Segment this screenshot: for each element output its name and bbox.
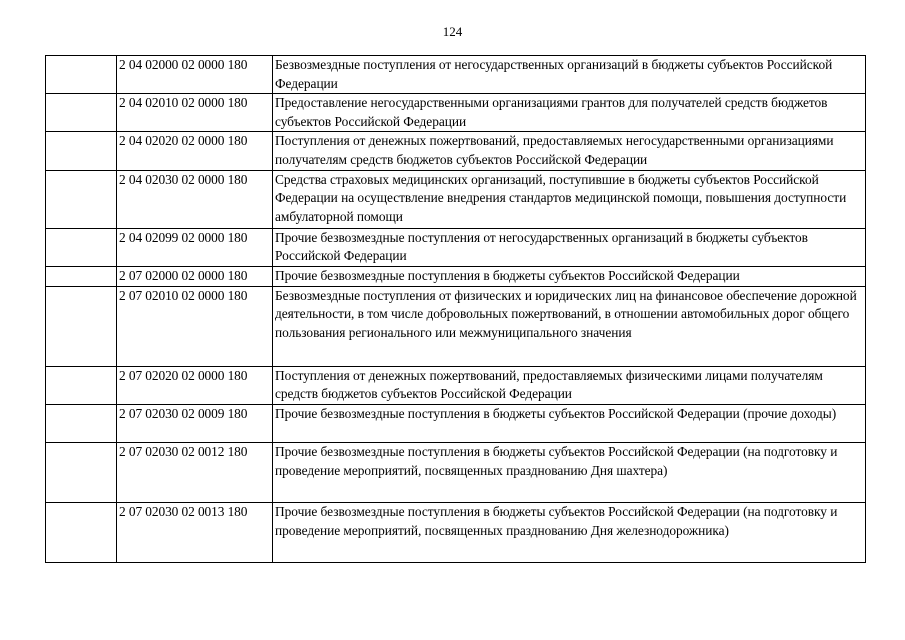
table-row: [46, 132, 866, 170]
table-row: [46, 286, 866, 366]
code-cell: 2 07 02020 02 0000 180: [117, 366, 273, 404]
description-cell: Безвозмездные поступления от физических и юридических лиц на финансовое обеспечение дорожной деятельности, в том числе добровольных пожертвований, в отношении автомобильных дорог общего пользования регионального или межмуниципального значения: [273, 286, 866, 366]
code-cell: 2 07 02010 02 0000 180: [117, 286, 273, 366]
description-cell: Прочие безвозмездные поступления от негосударственных организаций в бюджеты субъектов Российской Федерации: [273, 228, 866, 266]
table-row: [46, 266, 866, 286]
code-cell: 2 04 02099 02 0000 180: [117, 228, 273, 266]
table-row: [46, 94, 866, 132]
code-cell: 2 07 02030 02 0009 180: [117, 404, 273, 442]
description-cell: Прочие безвозмездные поступления в бюджеты субъектов Российской Федерации: [273, 266, 866, 286]
admin-code-cell: [46, 56, 117, 94]
code-cell: 2 04 02000 02 0000 180: [117, 56, 273, 94]
page-number: 124: [442, 24, 463, 39]
code-cell: 2 07 02030 02 0012 180: [117, 442, 273, 502]
admin-code-cell: [46, 132, 117, 170]
description-cell: Поступления от денежных пожертвований, предоставляемых физическими лицами получателям средств бюджетов субъектов Российской Федерации: [273, 366, 866, 404]
code-cell: 2 04 02010 02 0000 180: [117, 94, 273, 132]
description-cell: Прочие безвозмездные поступления в бюджеты субъектов Российской Федерации (на подготовку и проведение мероприятий, посвященных празднованию Дня железнодорожника): [273, 502, 866, 562]
description-cell: Безвозмездные поступления от негосударственных организаций в бюджеты субъектов Российской Федерации: [273, 56, 866, 94]
admin-code-cell: [46, 228, 117, 266]
admin-code-cell: [46, 170, 117, 228]
table-row: [46, 56, 866, 94]
budget-classification-table: [45, 55, 866, 563]
description-cell: Прочие безвозмездные поступления в бюджеты субъектов Российской Федерации (прочие доходы): [273, 404, 866, 442]
code-cell: 2 04 02030 02 0000 180: [117, 170, 273, 228]
admin-code-cell: [46, 404, 117, 442]
description-cell: Средства страховых медицинских организаций, поступившие в бюджеты субъектов Российской Федерации на осуществление внедрения стандартов медицинской помощи, повышения доступности амбулаторной помощи: [273, 170, 866, 228]
table-row: [46, 442, 866, 502]
admin-code-cell: [46, 286, 117, 366]
table-row: [46, 366, 866, 404]
admin-code-cell: [46, 442, 117, 502]
admin-code-cell: [46, 94, 117, 132]
table-row: [46, 502, 866, 562]
admin-code-cell: [46, 266, 117, 286]
code-cell: 2 07 02030 02 0013 180: [117, 502, 273, 562]
description-cell: Прочие безвозмездные поступления в бюджеты субъектов Российской Федерации (на подготовку и проведение мероприятий, посвященных празднованию Дня шахтера): [273, 442, 866, 502]
code-cell: 2 07 02000 02 0000 180: [117, 266, 273, 286]
description-cell: Предоставление негосударственными организациями грантов для получателей средств бюджетов субъектов Российской Федерации: [273, 94, 866, 132]
admin-code-cell: [46, 502, 117, 562]
table-row: [46, 228, 866, 266]
table-row: [46, 170, 866, 228]
code-cell: 2 04 02020 02 0000 180: [117, 132, 273, 170]
table-row: [46, 404, 866, 442]
description-cell: Поступления от денежных пожертвований, предоставляемых негосударственными организациями получателям средств бюджетов субъектов Российской Федерации: [273, 132, 866, 170]
admin-code-cell: [46, 366, 117, 404]
